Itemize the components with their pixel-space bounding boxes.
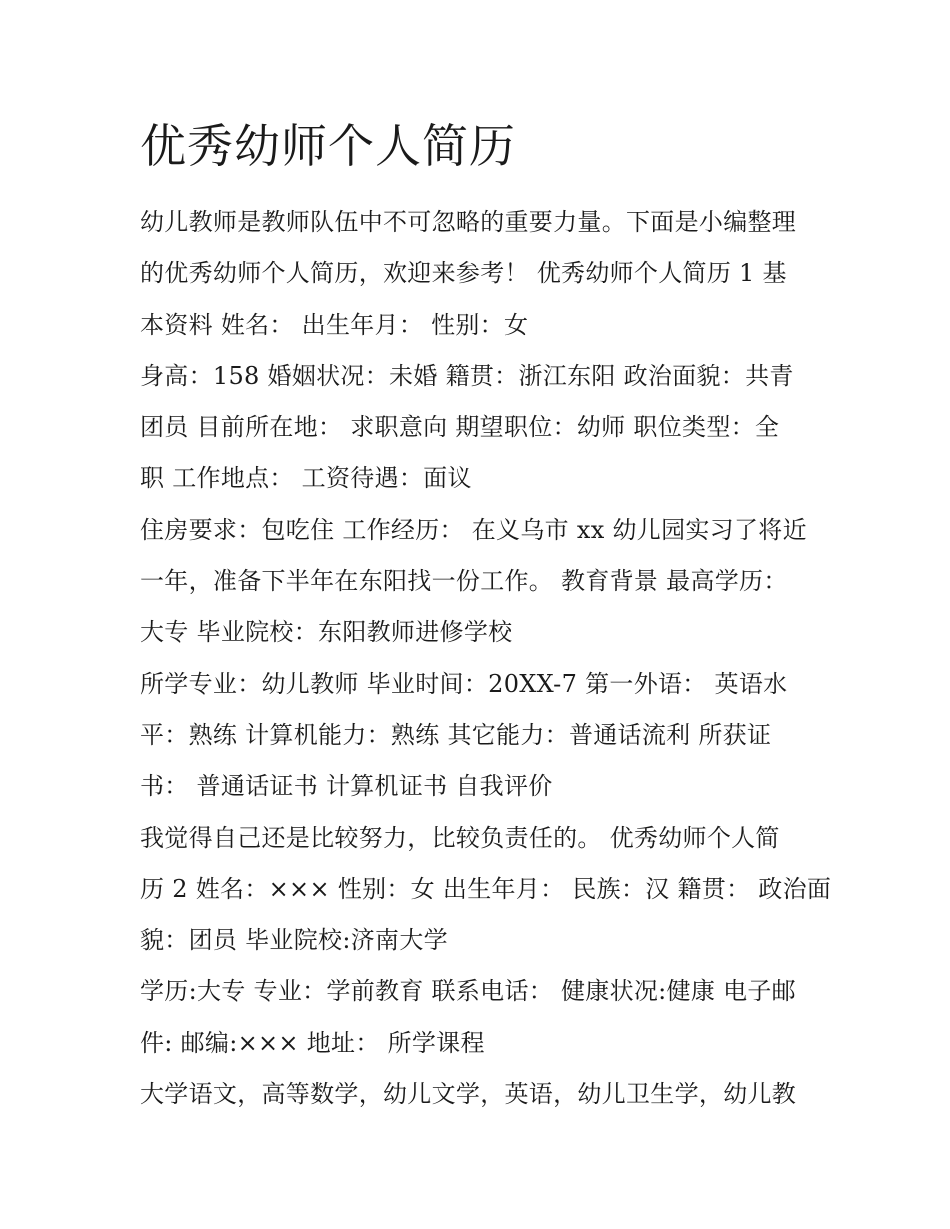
body-line: 大专 毕业院校：东阳教师进修学校 — [140, 618, 513, 647]
body-line: 学历:大专 专业：学前教育 联系电话： 健康状况:健康 电子邮 — [140, 977, 796, 1006]
body-line: 一年，准备下半年在东阳找一份工作。 教育背景 最高学历： — [140, 567, 788, 596]
body-line: 书： 普通话证书 计算机证书 自我评价 — [140, 772, 553, 801]
body-line: 幼儿教师是教师队伍中不可忽略的重要力量。下面是小编整理 — [140, 208, 797, 236]
body-line: 平：熟练 计算机能力：熟练 其它能力：普通话流利 所获证 — [140, 720, 772, 749]
document-title: 优秀幼师个人简历 — [140, 119, 516, 173]
body-line: 职 工作地点： 工资待遇：面议 — [140, 464, 472, 493]
body-line: 我觉得自己还是比较努力，比较负责任的。 优秀幼师个人简 — [140, 823, 780, 852]
body-line: 的优秀幼师个人简历，欢迎来参考！ 优秀幼师个人简历 1 基 — [140, 259, 787, 288]
body-line: 所学专业：幼儿教师 毕业时间：20XX-7 第一外语： 英语水 — [140, 669, 788, 698]
body-line: 貌：团员 毕业院校:济南大学 — [140, 926, 448, 955]
body-line: 身高：158 婚姻状况：未婚 籍贯：浙江东阳 政治面貌：共青 — [140, 361, 794, 390]
body-line: 团员 目前所在地： 求职意向 期望职位：幼师 职位类型：全 — [140, 413, 780, 442]
document-body — [140, 197, 840, 1120]
body-line: 历 2 姓名：××× 性别：女 出生年月： 民族：汉 籍贯： 政治面 — [140, 874, 832, 903]
body-line: 件: 邮编:××× 地址： 所学课程 — [140, 1028, 485, 1057]
body-line: 大学语文，高等数学，幼儿文学，英语，幼儿卫生学，幼儿教 — [140, 1080, 797, 1109]
body-line: 本资料 姓名： 出生年月： 性别：女 — [140, 310, 529, 339]
body-line: 住房要求：包吃住 工作经历： 在义乌市 xx 幼儿园实习了将近 — [140, 515, 807, 544]
